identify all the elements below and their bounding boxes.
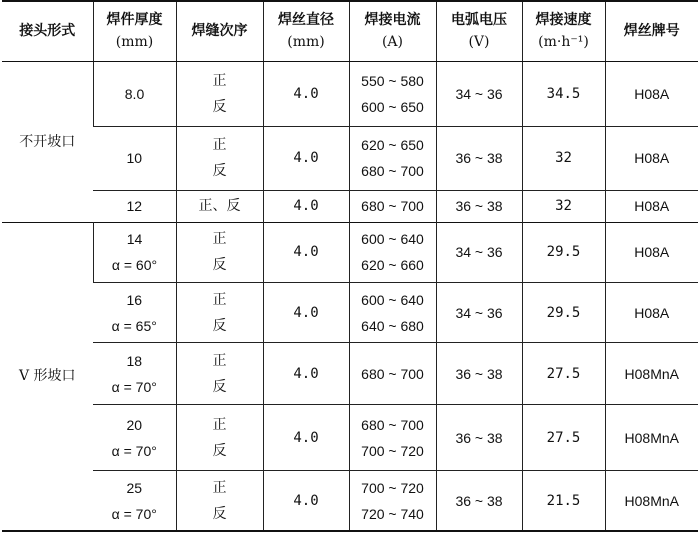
header-voltage-line: 电弧电压 (451, 12, 507, 29)
weld-order-cell-line: 反 (212, 442, 227, 459)
thickness-cell-line: α = 70° (111, 378, 157, 395)
wire-grade-cell: H08A (605, 61, 698, 126)
header-wire-diameter (263, 1, 349, 61)
current-cell-line: 700 ~ 720 (361, 442, 424, 459)
weld-order-cell (176, 222, 263, 282)
table-row (2, 282, 698, 342)
current-cell-line: 700 ~ 720 (361, 479, 424, 496)
weld-order-cell-line: 正 (212, 352, 227, 369)
weld-order-cell (176, 343, 263, 405)
voltage-cell: 34 ~ 36 (436, 61, 522, 126)
current-cell-line: 680 ~ 700 (361, 365, 424, 382)
weld-order-cell-line: 反 (212, 317, 227, 334)
header-wire-diameter-line: (mm) (287, 34, 325, 51)
thickness-cell-line: 25 (126, 479, 143, 496)
wire-diameter-cell: 4.0 (263, 282, 349, 342)
joint-type-cell: 不开坡口 (19, 133, 76, 150)
wire-grade-cell: H08A (605, 222, 698, 282)
weld-order-cell (176, 126, 263, 190)
voltage-cell: 36 ~ 38 (436, 126, 522, 190)
speed-cell: 29.5 (522, 282, 605, 342)
weld-order-cell-line: 反 (212, 505, 227, 522)
weld-order-cell (176, 471, 263, 531)
thickness-cell (93, 471, 176, 531)
voltage-cell: 36 ~ 38 (436, 405, 522, 471)
thickness-cell-line: α = 60° (111, 257, 158, 274)
wire-grade-cell: H08MnA (605, 471, 698, 531)
weld-parameter-table (2, 0, 698, 532)
wire-diameter-cell: 4.0 (263, 471, 349, 531)
wire-grade-cell: H08MnA (605, 405, 698, 471)
current-cell-line: 640 ~ 680 (361, 317, 424, 334)
current-cell (349, 405, 436, 471)
thickness-cell-line: 16 (126, 291, 143, 308)
speed-cell: 32 (522, 126, 605, 190)
weld-order-cell-line: 正 (212, 137, 227, 154)
speed-cell: 34.5 (522, 61, 605, 126)
thickness-cell (93, 282, 176, 342)
header-current-line: 焊接电流 (364, 12, 421, 29)
table-header (2, 1, 698, 61)
table-row (2, 126, 698, 190)
header-speed (522, 1, 605, 61)
weld-order-cell-line: 正、反 (198, 198, 241, 215)
table-row (2, 61, 698, 126)
thickness-cell (93, 222, 176, 282)
header-joint-type-line: 接头形式 (19, 23, 76, 40)
current-cell (349, 190, 436, 222)
header-thickness (93, 1, 176, 61)
weld-order-cell-line: 反 (212, 378, 227, 395)
header-joint-type (2, 1, 93, 61)
current-cell-line: 550 ~ 580 (361, 72, 424, 89)
thickness-cell (93, 343, 176, 405)
thickness-cell (93, 61, 176, 126)
speed-cell: 27.5 (522, 343, 605, 405)
thickness-cell (93, 126, 176, 190)
header-current-line: (A) (381, 34, 404, 51)
table-body (2, 61, 698, 531)
weld-order-cell (176, 61, 263, 126)
thickness-cell-line: α = 70° (111, 505, 157, 522)
table-row (2, 405, 698, 471)
thickness-cell (93, 405, 176, 471)
thickness-cell-line: 10 (126, 150, 143, 167)
thickness-cell-line: α = 65° (111, 317, 157, 334)
thickness-cell-line: 8.0 (124, 85, 145, 102)
current-cell (349, 343, 436, 405)
thickness-cell-line: 18 (126, 352, 143, 369)
voltage-cell: 36 ~ 38 (436, 471, 522, 531)
wire-diameter-cell: 4.0 (263, 405, 349, 471)
current-cell (349, 61, 436, 126)
weld-order-cell-line: 正 (212, 231, 227, 248)
voltage-cell: 36 ~ 38 (436, 343, 522, 405)
header-thickness-line: 焊件厚度 (106, 12, 163, 29)
joint-type-cell: V 形坡口 (18, 368, 76, 385)
weld-order-cell-line: 反 (212, 257, 227, 274)
header-voltage (436, 1, 522, 61)
header-weld-order (176, 1, 263, 61)
current-cell-line: 600 ~ 650 (361, 98, 424, 115)
current-cell-line: 680 ~ 700 (361, 198, 424, 215)
header-wire-grade-line: 焊丝牌号 (623, 23, 680, 40)
wire-grade-cell: H08A (605, 282, 698, 342)
wire-diameter-cell: 4.0 (263, 222, 349, 282)
header-speed-line: (m·h⁻¹) (538, 34, 589, 51)
current-cell (349, 282, 436, 342)
current-cell (349, 222, 436, 282)
header-wire-grade (605, 1, 698, 61)
table-row (2, 343, 698, 405)
weld-order-cell-line: 正 (212, 291, 227, 308)
weld-order-cell-line: 正 (212, 479, 227, 496)
header-speed-line: 焊接速度 (535, 12, 592, 29)
thickness-cell-line: α = 70° (111, 442, 157, 459)
current-cell (349, 471, 436, 531)
speed-cell: 29.5 (522, 222, 605, 282)
current-cell-line: 600 ~ 640 (361, 231, 424, 248)
weld-order-cell (176, 405, 263, 471)
current-cell-line: 600 ~ 640 (361, 291, 424, 308)
thickness-cell-line: 14 (126, 231, 143, 248)
wire-grade-cell: H08A (605, 126, 698, 190)
table-row (2, 222, 698, 282)
current-cell-line: 720 ~ 740 (361, 505, 424, 522)
thickness-cell (93, 190, 176, 222)
voltage-cell: 34 ~ 36 (436, 282, 522, 342)
speed-cell: 32 (522, 190, 605, 222)
speed-cell: 21.5 (522, 471, 605, 531)
header-row (2, 1, 698, 61)
wire-diameter-cell: 4.0 (263, 190, 349, 222)
header-weld-order-line: 焊缝次序 (191, 23, 248, 40)
header-voltage-line: (V) (468, 34, 490, 51)
header-current (349, 1, 436, 61)
weld-order-cell-line: 正 (212, 72, 227, 89)
wire-diameter-cell: 4.0 (263, 61, 349, 126)
wire-diameter-cell: 4.0 (263, 126, 349, 190)
weld-order-cell-line: 正 (212, 416, 227, 433)
thickness-cell-line: 20 (126, 416, 143, 433)
weld-order-cell (176, 282, 263, 342)
weld-order-cell (176, 190, 263, 222)
voltage-cell: 34 ~ 36 (436, 222, 522, 282)
table-row (2, 471, 698, 531)
current-cell-line: 680 ~ 700 (361, 416, 424, 433)
voltage-cell: 36 ~ 38 (436, 190, 522, 222)
header-wire-diameter-line: 焊丝直径 (278, 12, 334, 29)
thickness-cell-line: 12 (126, 198, 143, 215)
wire-grade-cell: H08A (605, 190, 698, 222)
table-row (2, 190, 698, 222)
current-cell-line: 620 ~ 660 (361, 257, 424, 274)
speed-cell: 27.5 (522, 405, 605, 471)
current-cell-line: 620 ~ 650 (361, 137, 424, 154)
wire-diameter-cell: 4.0 (263, 343, 349, 405)
wire-grade-cell: H08MnA (605, 343, 698, 405)
weld-order-cell-line: 反 (212, 163, 227, 180)
current-cell (349, 126, 436, 190)
current-cell-line: 680 ~ 700 (361, 163, 424, 180)
header-thickness-line: (mm) (115, 34, 154, 51)
weld-order-cell-line: 反 (212, 98, 227, 115)
